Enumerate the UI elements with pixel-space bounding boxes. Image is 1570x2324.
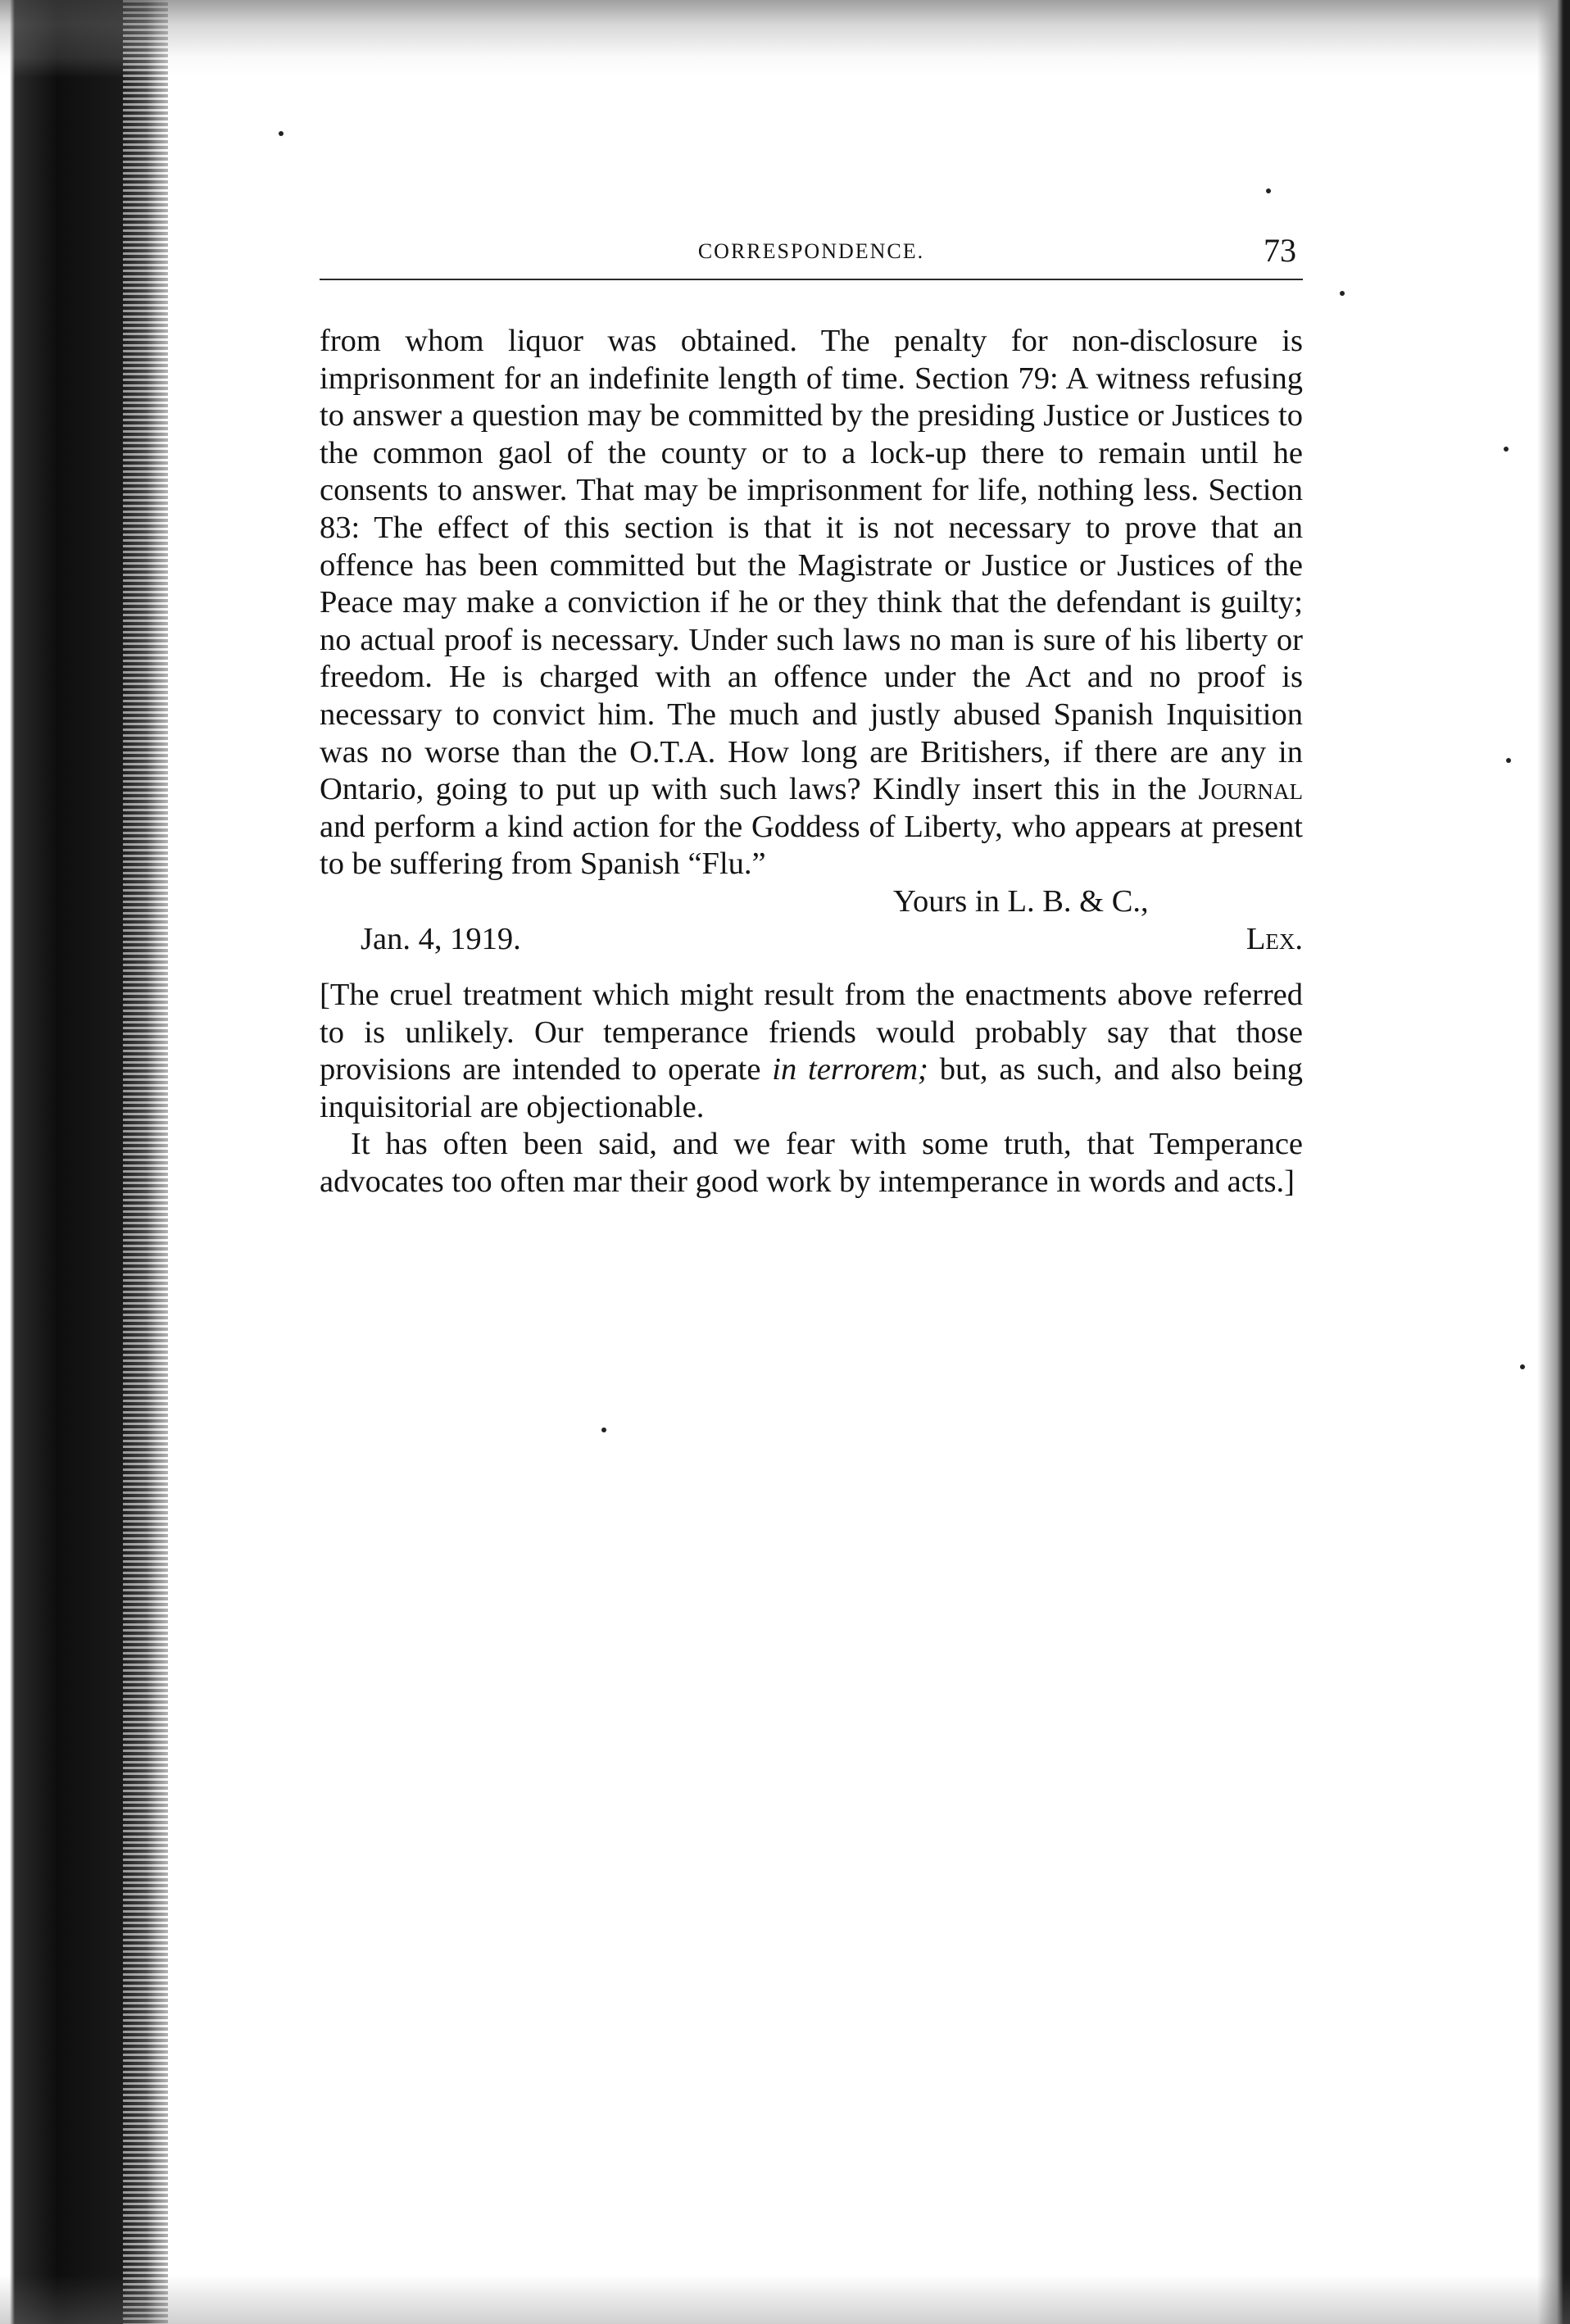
running-title: CORRESPONDENCE. (697, 239, 925, 263)
editor-note-text-b: but, as such, and also being inquisitorial are objectionable. (320, 1052, 1303, 1124)
scan-speck (279, 131, 284, 136)
letter-paragraph (320, 323, 1303, 883)
editor-note-italic-phrase: in terrorem; (772, 1052, 928, 1087)
scan-shadow-right (1537, 0, 1570, 2324)
editor-note-text-a: [The cruel treatment which might result from the enactments above referred to is unlikely. Our temperance friends would probably say that those provisions are intended to operate (320, 977, 1303, 1087)
running-head (320, 229, 1303, 280)
letter-closing: Yours in L. B. & C., (893, 883, 1149, 919)
letter-date: Jan. 4, 1919. (361, 921, 521, 956)
scan-speck (1504, 447, 1509, 452)
book-page (320, 229, 1303, 1201)
scan-speck (1506, 758, 1511, 763)
page-number: 73 (1264, 232, 1296, 269)
letter-signer: Lex. (1246, 921, 1303, 956)
letter-text-part-2: and perform a kind action for the Goddess of Liberty, who appears at present to be suffering from Spanish “Flu.” (320, 809, 1303, 882)
scan-speck (1520, 1364, 1525, 1369)
letter-body (320, 323, 1303, 883)
journal-name: Journal (1198, 772, 1304, 807)
scan-shadow-bottom (0, 2275, 1570, 2324)
scan-speck (601, 1428, 606, 1432)
editor-note-paragraph: It has often been said, and we fear with some truth, that Temperance advocates too often mar their good work by intemperance in words and acts.] (320, 1127, 1303, 1199)
letter-text-part-1: from whom liquor was obtained. The penalty for non-disclosure is imprisonment for an indefinite length of time. Section 79: A witness refusing to answer a question may be committed by the presiding Justice or Justices to the common gaol of the county or to a lock-up there to remain until he consents to answer. That may be imprisonment for life, nothing less. Section 83: The effect of this section is that it is not necessary to prove that an offence has been committed but the Magistrate or Justice or Justices of the Peace may make a conviction if he or they think that the defendant is guilty; no actual proof is necessary. Under such laws no man is sure of his liberty or freedom. He is charged with an offence under the Act and no proof is necessary to convict him. The much and justly abused Spanish Inquisition was no worse than the O.T.A. How long are Britishers, if there are any in Ontario, going to put up with such laws? Kindly insert this in the (320, 324, 1303, 807)
scan-speck (1266, 188, 1271, 193)
letter-signoff (320, 883, 1303, 959)
scan-speck (1340, 291, 1345, 296)
editor-note-paragraph (320, 977, 1303, 1126)
scan-shadow-left (0, 0, 168, 2324)
editor-note (320, 977, 1303, 1201)
scan-shadow-top (0, 0, 1570, 78)
